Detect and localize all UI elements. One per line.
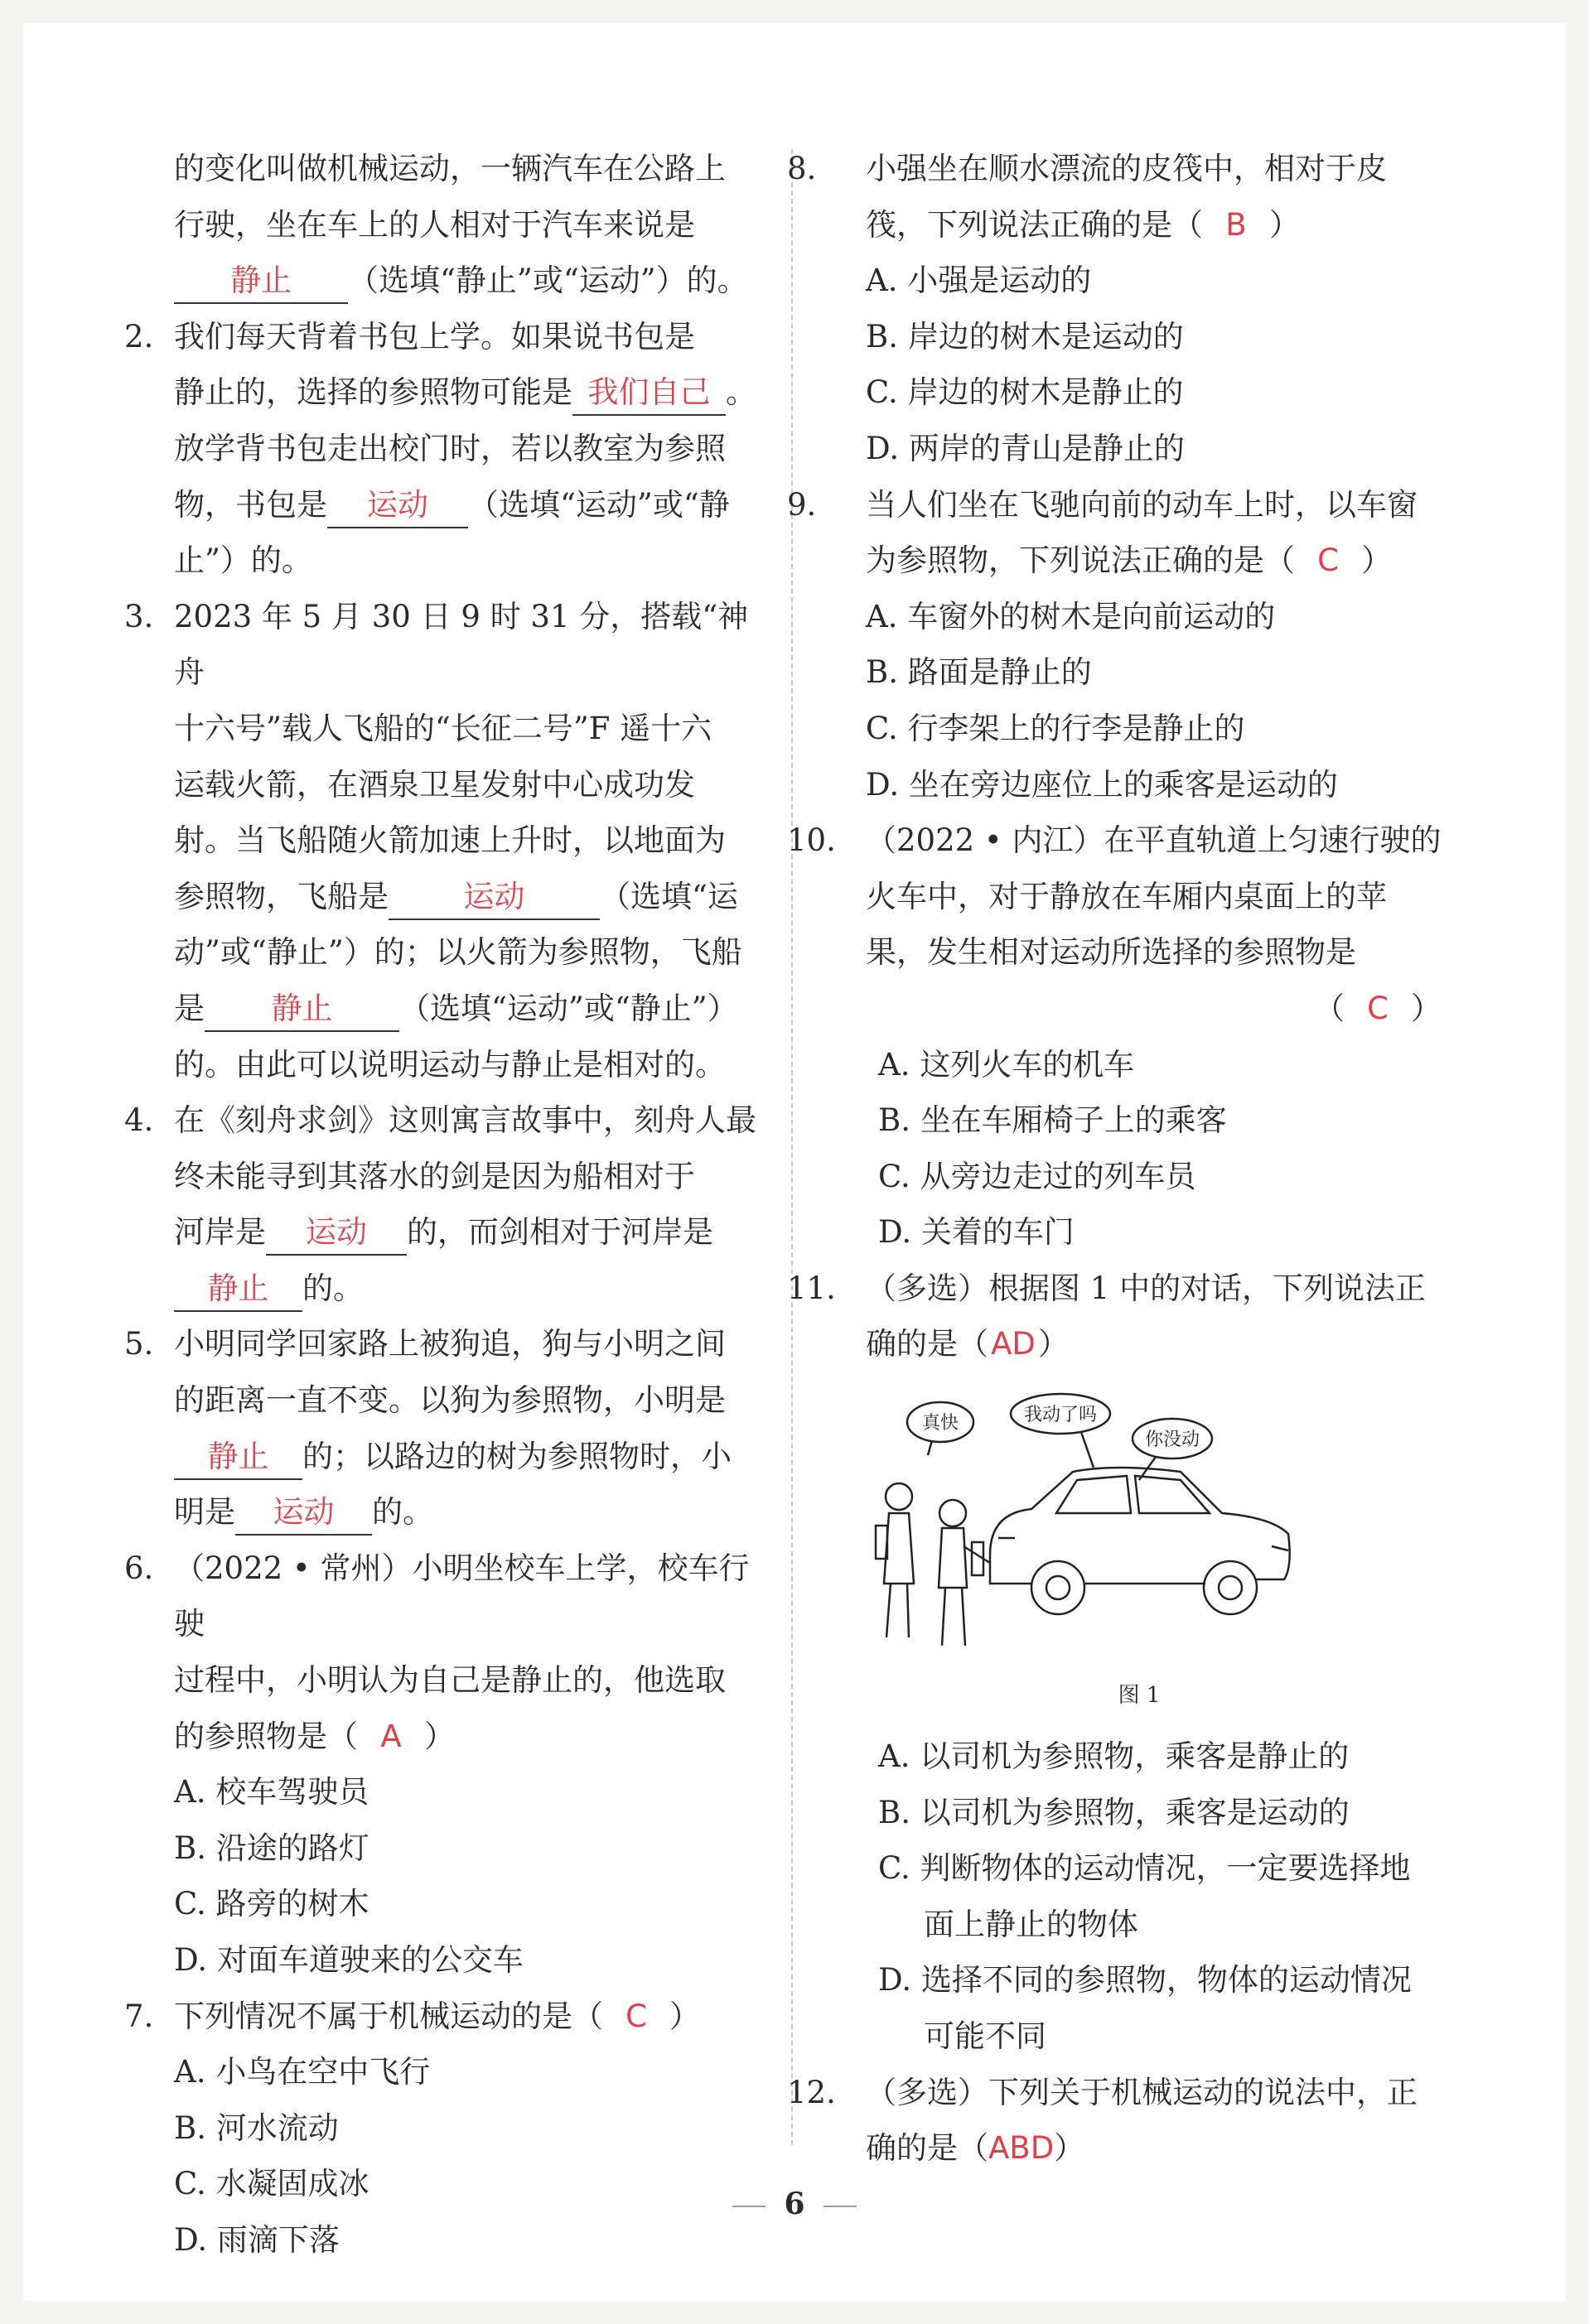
q6-option-a: A. 校车驾驶员 <box>174 1774 369 1811</box>
q11-line-1: （多选）根据图 1 中的对话，下列说法正 <box>866 1270 1427 1306</box>
q10-number: 10. <box>787 822 836 859</box>
q2-text-2: 物，书包是 <box>174 486 327 523</box>
q11-option-d-cont: 可能不同 <box>924 2018 1046 2055</box>
q2-line-2 <box>124 364 762 421</box>
q9-line-2 <box>795 533 1450 589</box>
q10-option-b: B. 坐在车厢椅子上的乘客 <box>878 1102 1227 1139</box>
footer-dash-right <box>823 2206 857 2207</box>
q10-line-1: （2022 • 内江）在平直轨道上匀速行驶的 <box>866 822 1442 859</box>
q3-line-3: 运载火箭，在酒泉卫星发射中心成功发 <box>174 766 695 803</box>
q3-line-5 <box>124 869 762 925</box>
q6-close: ） <box>424 1718 455 1754</box>
q8-option-b: B. 岸边的树木是运动的 <box>866 318 1184 354</box>
q9-number: 9. <box>787 486 817 523</box>
q5-text: 的；以路边的树为参照物时，小 <box>302 1438 732 1474</box>
q11-answer: AD <box>991 1326 1036 1362</box>
q11-option-a: A. 以司机为参照物，乘客是静止的 <box>878 1738 1350 1775</box>
q12-text: 确的是（ <box>866 2130 988 2167</box>
q9-answer: C <box>1317 542 1339 579</box>
q9-line-1: 当人们坐在飞驰向前的动车上时，以车窗 <box>866 486 1418 523</box>
q4-text-2: 的，而剑相对于河岸是 <box>407 1214 713 1251</box>
q6-answer: A <box>380 1718 402 1754</box>
q5-line-2: 的距离一直不变。以狗为参照物，小明是 <box>174 1382 726 1419</box>
question-3 <box>124 589 762 701</box>
question-2 <box>124 309 762 365</box>
q8-option-c: C. 岸边的树木是静止的 <box>866 374 1184 411</box>
q3-line-7 <box>124 981 762 1037</box>
q8-option-a: A. 小强是运动的 <box>866 263 1092 299</box>
q3-line-6: 动”或“静止”）的；以火箭为参照物，飞船 <box>174 934 742 971</box>
q1-line-2: 行驶，坐在车上的人相对于汽车来说是 <box>174 206 695 243</box>
bubble-text-1: 真快 <box>921 1413 959 1434</box>
q9-text: 为参照物，下列说法正确的是（ <box>866 542 1295 579</box>
q2-punct: 。 <box>726 374 756 411</box>
q10-answer-line <box>795 981 1450 1037</box>
q3-line-8: 的。由此可以说明运动与静止是相对的。 <box>174 1046 726 1082</box>
q4-number: 4. <box>124 1102 154 1139</box>
q10-answer: C <box>1367 990 1389 1026</box>
q6-number: 6. <box>124 1550 154 1586</box>
q2-line-4 <box>124 477 762 533</box>
q3-text-2: （选填“运 <box>600 878 738 914</box>
q11-option-c-cont: 面上静止的物体 <box>924 1906 1138 1942</box>
q9-option-a: A. 车窗外的树木是向前运动的 <box>866 598 1276 634</box>
q3-line-2: 十六号”载人飞船的“长征二号”F 遥十六 <box>174 710 712 746</box>
q3-line-4: 射。当飞船随火箭加速上升时，以地面为 <box>174 822 726 859</box>
q6-option-d: D. 对面车道驶来的公交车 <box>174 1942 524 1978</box>
q7-answer: C <box>625 1998 647 2034</box>
q3-text-4: （选填“运动”或“静止”） <box>399 990 738 1026</box>
question-10 <box>787 812 1450 869</box>
q2-answer-blank-1: 我们自己 <box>572 371 726 416</box>
q5-line-4 <box>124 1484 762 1540</box>
q10-line-2: 火车中，对于静放在车厢内桌面上的苹 <box>866 878 1387 914</box>
q3-text-3: 是 <box>174 990 205 1026</box>
q11-line-2 <box>795 1316 1450 1372</box>
q6-option-c: C. 路旁的树木 <box>174 1886 369 1922</box>
q4-line-1: 在《刻舟求剑》这则寓言故事中，刻舟人最 <box>174 1102 756 1139</box>
q7-option-b: B. 河水流动 <box>174 2109 339 2146</box>
q5-number: 5. <box>124 1326 154 1362</box>
q7-number: 7. <box>124 1998 154 2034</box>
q3-answer-blank-1: 运动 <box>389 875 600 920</box>
q9-option-c: C. 行李架上的行李是静止的 <box>866 710 1245 746</box>
q12-line-1: （多选）下列关于机械运动的说法中，正 <box>866 2074 1418 2110</box>
question-9 <box>787 477 1450 533</box>
q8-line-2 <box>795 197 1450 253</box>
q10-open: （ <box>1314 990 1345 1026</box>
q7-line-1: 下列情况不属于机械运动的是（ <box>174 1998 603 2034</box>
figure-1-illustration <box>866 1389 1450 1662</box>
q5-answer-blank-1: 静止 <box>174 1435 302 1480</box>
q2-answer-blank-2: 运动 <box>327 484 468 528</box>
q4-answer-blank-2: 静止 <box>174 1267 302 1312</box>
q12-line-2 <box>795 2120 1450 2177</box>
q10-option-c: C. 从旁边走过的列车员 <box>878 1158 1196 1194</box>
q1-tail: （选填“静止”或“运动”）的。 <box>348 263 748 299</box>
q11-option-b: B. 以司机为参照物，乘客是运动的 <box>878 1794 1350 1830</box>
q11-option-d: D. 选择不同的参照物，物体的运动情况 <box>878 1962 1412 1999</box>
q4-line-4 <box>124 1261 762 1317</box>
q4-answer-blank-1: 运动 <box>266 1211 407 1256</box>
question-11 <box>787 1261 1450 1317</box>
q2-text-3: （选填“运动”或“静 <box>468 486 730 523</box>
q3-text: 参照物，飞船是 <box>174 878 389 914</box>
q4-line-3 <box>124 1204 762 1261</box>
q5-line-1: 小明同学回家路上被狗追，狗与小明之间 <box>174 1326 726 1362</box>
q8-line-1: 小强坐在顺水漂流的皮筏中，相对于皮 <box>866 151 1387 186</box>
q10-close: ） <box>1411 990 1442 1026</box>
q6-text: 的参照物是（ <box>174 1718 358 1754</box>
q2-number: 2. <box>124 318 154 354</box>
q11-option-c: C. 判断物体的运动情况，一定要选择地 <box>878 1850 1411 1887</box>
q8-close: ） <box>1269 206 1300 243</box>
q3-line-1: 2023 年 5 月 30 日 9 时 31 分，搭载“神舟 <box>174 598 749 691</box>
q10-option-a: A. 这列火车的机车 <box>878 1046 1135 1082</box>
q10-line-3: 果，发生相对运动所选择的参照物是 <box>866 934 1356 971</box>
question-4 <box>124 1092 762 1149</box>
left-column <box>124 141 762 2269</box>
q11-close: ） <box>1038 1326 1069 1362</box>
q7-option-c: C. 水凝固成冰 <box>174 2166 369 2202</box>
q5-text-2: 明是 <box>174 1494 235 1531</box>
q2-text: 静止的，选择的参照物可能是 <box>174 374 572 411</box>
q2-line-5: 止”）的。 <box>174 542 312 579</box>
q7-close: ） <box>669 1998 700 2034</box>
q8-option-d: D. 两岸的青山是静止的 <box>866 430 1185 466</box>
q10-option-d: D. 关着的车门 <box>878 1214 1075 1251</box>
q7-option-a: A. 小鸟在空中飞行 <box>174 2054 431 2090</box>
q1-line-1: 的变化叫做机械运动，一辆汽车在公路上 <box>174 151 726 186</box>
q5-text-3: 的。 <box>372 1494 433 1531</box>
q6-line-1: （2022 • 常州）小明坐校车上学，校车行驶 <box>174 1550 750 1642</box>
q8-number: 8. <box>787 151 817 186</box>
figure-1-caption: 图 1 <box>1118 1683 1161 1709</box>
q3-number: 3. <box>124 598 154 634</box>
right-column <box>787 141 1450 2177</box>
page-number-footer <box>0 2187 1589 2221</box>
question-8 <box>787 141 1450 197</box>
q12-number: 12. <box>787 2074 836 2110</box>
question-6 <box>124 1540 762 1652</box>
q9-option-d: D. 坐在旁边座位上的乘客是运动的 <box>866 766 1338 803</box>
q4-text: 河岸是 <box>174 1214 266 1251</box>
q9-close: ） <box>1361 542 1392 579</box>
q8-answer: B <box>1225 206 1247 243</box>
q3-answer-blank-2: 静止 <box>205 987 399 1032</box>
q6-line-3 <box>124 1709 762 1765</box>
q7-option-d: D. 雨滴下落 <box>174 2221 340 2258</box>
q6-option-b: B. 沿途的路灯 <box>174 1830 369 1866</box>
q1-answer-blank: 静止 <box>174 259 348 304</box>
q11-text: 确的是（ <box>866 1326 988 1362</box>
q5-answer-blank-2: 运动 <box>235 1491 372 1536</box>
page-number: 6 <box>784 2187 805 2221</box>
q12-close: ） <box>1054 2130 1085 2167</box>
question-5 <box>124 1316 762 1372</box>
q11-number: 11. <box>787 1270 836 1306</box>
q6-line-2: 过程中，小明认为自己是静止的，他选取 <box>174 1662 726 1699</box>
q2-line-3: 放学背书包走出校门时，若以教室为参照 <box>174 430 726 466</box>
car-people-illustration <box>866 1389 1330 1662</box>
q9-option-b: B. 路面是静止的 <box>866 654 1092 691</box>
footer-dash-left <box>732 2206 766 2207</box>
column-divider <box>791 149 793 2145</box>
q1-line-3 <box>124 253 762 309</box>
q8-text: 筏，下列说法正确的是（ <box>866 206 1203 243</box>
q12-answer: ABD <box>988 2130 1055 2167</box>
q4-line-2: 终未能寻到其落水的剑是因为船相对于 <box>174 1158 695 1194</box>
question-7 <box>124 1989 762 2045</box>
question-12 <box>787 2065 1450 2121</box>
q2-line-1: 我们每天背着书包上学。如果说书包是 <box>174 318 695 354</box>
q4-text-3: 的。 <box>302 1270 364 1306</box>
bubble-text-2: 我动了吗 <box>1023 1405 1098 1426</box>
bubble-text-3: 你没动 <box>1144 1430 1200 1451</box>
q5-line-3 <box>124 1429 762 1485</box>
